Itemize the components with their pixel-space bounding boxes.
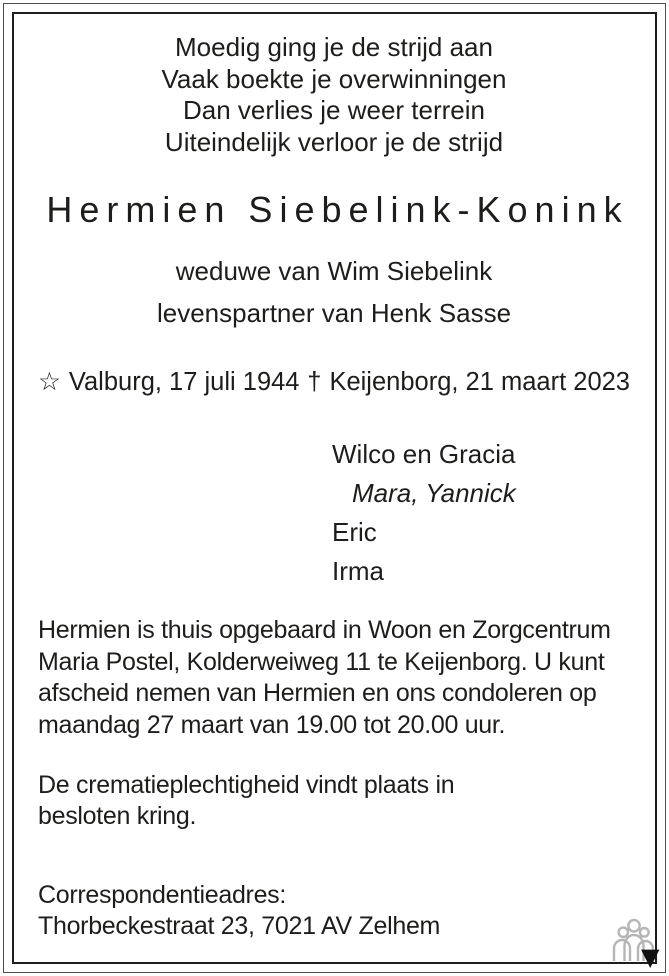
star-icon: ☆ xyxy=(38,368,61,397)
visitation-line: Hermien is thuis opgebaard in Woon en Zorgcentrum xyxy=(38,616,611,645)
life-dates xyxy=(38,366,630,398)
death-date xyxy=(307,366,630,398)
cross-icon: † xyxy=(307,368,322,397)
notice-content xyxy=(38,14,630,943)
birth-place-date: Valburg, 17 juli 1944 xyxy=(68,368,300,397)
address-label: Correspondentieadres: xyxy=(38,880,287,909)
poem-line: Dan verlies je weer terrein xyxy=(182,95,485,126)
cremation-line: De crematieplechtigheid vindt plaats in xyxy=(38,771,455,799)
family-member-grandchildren: Mara, Yannick xyxy=(352,478,516,509)
relation-partner-of: levenspartner van Henk Sasse xyxy=(156,298,512,329)
opening-poem xyxy=(38,32,630,158)
poem-line: Vaak boekte je overwinningen xyxy=(161,63,507,94)
relation-widow-of: weduwe van Wim Siebelink xyxy=(175,256,493,287)
family-names xyxy=(332,435,630,591)
address-line: Thorbeckestraat 23, 7021 AV Zelhem xyxy=(38,912,441,941)
visitation-line: Maria Postel, Kolderweiweg 11 te Keijenborg. U kunt xyxy=(38,647,605,676)
family-member: Wilco en Gracia xyxy=(332,439,516,470)
deceased-name: Hermien Siebelink-Konink xyxy=(46,189,629,231)
visitation-line: maandag 27 maart van 19.00 tot 20.00 uur. xyxy=(38,710,506,739)
correspondence-address xyxy=(38,880,630,943)
family-member: Irma xyxy=(332,556,384,587)
cremation-info xyxy=(38,770,630,833)
poem-line: Uiteindelijk verloor je de strijd xyxy=(164,126,504,157)
down-triangle-marker: ▼ xyxy=(641,943,660,971)
birth-date xyxy=(38,366,299,398)
visitation-line: afscheid nemen van Hermien en ons condoleren op xyxy=(38,679,597,708)
cremation-line: besloten kring. xyxy=(38,802,197,831)
family-member: Eric xyxy=(332,517,377,548)
death-place-date: Keijenborg, 21 maart 2023 xyxy=(329,368,630,397)
poem-line: Moedig ging je de strijd aan xyxy=(175,32,493,62)
visitation-info xyxy=(38,615,630,741)
